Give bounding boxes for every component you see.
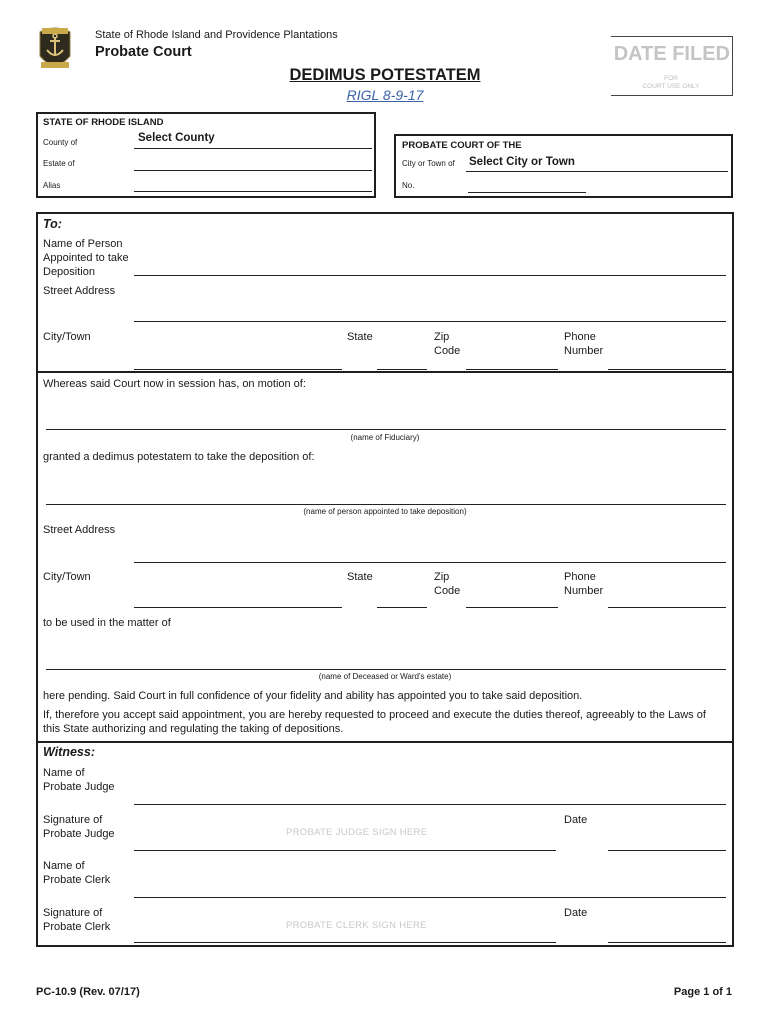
name-label-2: Appointed to take (43, 252, 129, 264)
phone-field[interactable] (610, 354, 724, 368)
judge-sign-here[interactable]: PROBATE JUDGE SIGN HERE (286, 827, 428, 838)
statute-link[interactable]: RIGL 8-9-17 (346, 87, 424, 103)
estate-label: Estate of (43, 159, 75, 168)
clerk-date-field[interactable] (610, 927, 724, 941)
zip-label-1: Zip (434, 331, 450, 343)
deponent-caption: (name of person appointed to take deposition) (303, 507, 467, 516)
probate-court-heading: PROBATE COURT OF THE (402, 140, 522, 151)
phone-label-2b: Number (564, 585, 604, 597)
estate-name-underline (46, 669, 726, 670)
fiduciary-underline (46, 429, 726, 430)
date-filed-box (611, 36, 733, 96)
clerk-sig-underline (134, 942, 556, 943)
name-label-3: Deposition (43, 266, 95, 278)
state-info-box (36, 112, 376, 198)
deponent-underline (46, 504, 726, 505)
appointee-name-underline (134, 275, 726, 276)
accept-text-2: this State authorizing and regulating the taking of depositions. (43, 723, 344, 735)
phone-underline (608, 369, 726, 370)
page-number: Page 1 of 1 (673, 986, 732, 998)
deponent-city-field[interactable] (136, 592, 340, 606)
deponent-zip-field[interactable] (468, 592, 556, 606)
judge-name-label-1: Name of (43, 767, 85, 779)
judge-name-field[interactable] (136, 789, 724, 803)
deponent-zip-underline (466, 607, 558, 608)
witness-heading: Witness: (43, 745, 95, 759)
alias-field[interactable] (136, 177, 370, 191)
to-section (36, 212, 734, 373)
court-use-label-2: COURT USE ONLY (642, 83, 700, 90)
deponent-state-underline (377, 607, 427, 608)
deponent-city-underline (134, 607, 342, 608)
city-underline (134, 369, 342, 370)
court-use-label-1: FOR (664, 75, 678, 82)
phone-label-1: Phone (564, 331, 596, 343)
court-name: Probate Court (95, 44, 192, 60)
deponent-field[interactable] (48, 489, 724, 503)
state-underline (377, 369, 427, 370)
city-field[interactable] (136, 354, 340, 368)
deponent-street-field[interactable] (136, 547, 724, 561)
clerk-date-underline (608, 942, 726, 943)
judge-date-label: Date (564, 814, 588, 826)
judge-sig-underline (134, 850, 556, 851)
clerk-sig-label-2: Probate Clerk (43, 921, 111, 933)
clerk-name-underline (134, 897, 726, 898)
street-field[interactable] (136, 306, 724, 320)
deponent-state-field[interactable] (379, 592, 425, 606)
judge-name-label-2: Probate Judge (43, 781, 115, 793)
estate-underline (134, 170, 372, 171)
clerk-name-label-1: Name of (43, 860, 85, 872)
clerk-name-label-2: Probate Clerk (43, 874, 111, 886)
accept-text-1: If, therefore you accept said appointment, you are hereby requested to proceed and execute the duties thereof, agreeably to the Laws of (43, 709, 706, 721)
date-filed-label: DATE FILED (613, 43, 730, 65)
to-heading: To: (43, 217, 62, 231)
alias-label: Alias (43, 181, 61, 190)
street-label-2: Street Address (43, 524, 116, 536)
county-select[interactable]: Select County (138, 132, 215, 144)
judge-date-underline (608, 850, 726, 851)
judge-date-field[interactable] (610, 835, 724, 849)
state-line: State of Rhode Island and Providence Plantations (95, 29, 338, 41)
page-title: DEDIMUS POTESTATEM (289, 66, 481, 84)
estate-caption: (name of Deceased or Ward’s estate) (318, 672, 452, 681)
pending-text: here pending. Said Court in full confidence of your fidelity and ability has appointed you to take said deposition. (43, 690, 583, 702)
case-no-field[interactable] (470, 178, 584, 192)
estate-field[interactable] (136, 156, 370, 170)
zip-field[interactable] (468, 354, 556, 368)
zip-underline (466, 369, 558, 370)
phone-label-2a: Phone (564, 571, 596, 583)
street-label: Street Address (43, 285, 116, 297)
phone-label-2: Number (564, 345, 604, 357)
fiduciary-caption: (name of Fiduciary) (350, 433, 420, 442)
county-label: County of (43, 138, 78, 147)
judge-sig-label-2: Probate Judge (43, 828, 115, 840)
matter-text: to be used in the matter of (43, 617, 171, 629)
case-no-underline (468, 192, 586, 193)
appointee-name-field[interactable] (136, 260, 724, 274)
state-label: State (347, 331, 373, 343)
city-label-2: City/Town (43, 571, 91, 583)
fiduciary-field[interactable] (48, 414, 724, 428)
granted-text: granted a dedimus potestatem to take the deposition of: (43, 451, 315, 463)
probate-court-box (394, 134, 733, 198)
estate-name-field[interactable] (48, 654, 724, 668)
form-id: PC-10.9 (Rev. 07/17) (36, 986, 140, 998)
county-underline (134, 148, 372, 149)
name-label-1: Name of Person (43, 238, 123, 250)
alias-underline (134, 191, 372, 192)
whereas-text: Whereas said Court now in session has, on motion of: (43, 378, 306, 390)
judge-name-underline (134, 804, 726, 805)
state-label-2: State (347, 571, 373, 583)
judge-sig-label-1: Signature of (43, 814, 103, 826)
deponent-street-underline (134, 562, 726, 563)
deponent-phone-underline (608, 607, 726, 608)
zip-label-2a: Zip (434, 571, 450, 583)
city-town-underline (466, 171, 728, 172)
clerk-name-field[interactable] (136, 882, 724, 896)
state-field[interactable] (379, 354, 425, 368)
city-town-label: City or Town of (402, 159, 455, 168)
case-no-label: No. (402, 181, 415, 190)
city-town-select[interactable]: Select City or Town (469, 156, 575, 168)
zip-label-2b: Code (434, 585, 461, 597)
street-underline (134, 321, 726, 322)
clerk-date-label: Date (564, 907, 588, 919)
deponent-phone-field[interactable] (610, 592, 724, 606)
motion-section (36, 371, 734, 743)
zip-label-2: Code (434, 345, 461, 357)
clerk-sig-label-1: Signature of (43, 907, 103, 919)
witness-section (36, 741, 734, 947)
state-heading: STATE OF RHODE ISLAND (43, 117, 164, 128)
city-label: City/Town (43, 331, 91, 343)
clerk-sign-here[interactable]: PROBATE CLERK SIGN HERE (286, 920, 427, 931)
